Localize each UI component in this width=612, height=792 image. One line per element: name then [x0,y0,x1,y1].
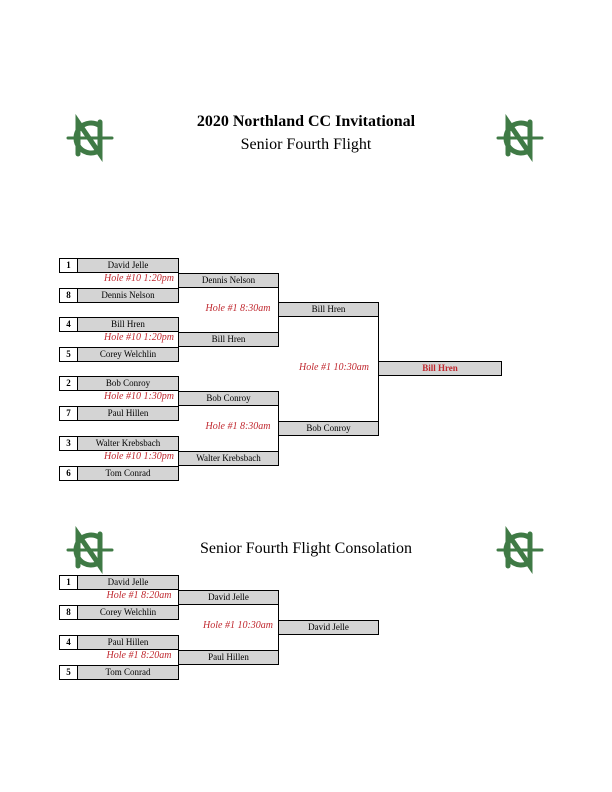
bracket-player: Corey Welchlin [77,605,179,620]
bracket-player: Bob Conroy [178,391,279,406]
tee-time: Hole #10 1:20pm [104,273,174,284]
tee-time: Hole #1 8:20am [106,650,172,661]
bracket-player: Bob Conroy [278,421,379,436]
consolation-winner-box: David Jelle [278,620,379,635]
bracket-player: Bill Hren [278,302,379,317]
tee-time: Hole #1 10:30am [203,620,273,631]
seed-number: 5 [59,347,78,362]
seed-number: 8 [59,288,78,303]
seed-number: 2 [59,376,78,391]
club-logo-icon [492,526,548,574]
tee-time: Hole #1 8:20am [106,590,172,601]
club-logo-icon [492,114,548,162]
bracket-player: David Jelle [178,590,279,605]
seed-number: 7 [59,406,78,421]
seed-number: 1 [59,575,78,590]
tee-time: Hole #10 1:20pm [104,332,174,343]
bracket-player: Dennis Nelson [77,288,179,303]
page-title: 2020 Northland CC Invitational [196,113,416,130]
seed-number: 1 [59,258,78,273]
seed-number: 3 [59,436,78,451]
bracket-player: Corey Welchlin [77,347,179,362]
seed-number: 5 [59,665,78,680]
tee-time: Hole #10 1:30pm [104,391,174,402]
bracket-player: Paul Hillen [77,635,179,650]
seed-number: 4 [59,635,78,650]
consolation-title: Senior Fourth Flight Consolation [199,540,412,557]
bracket-player: Walter Krebsbach [77,436,179,451]
club-logo-icon [62,526,118,574]
bracket-player: Bill Hren [77,317,179,332]
bracket-player: Bob Conroy [77,376,179,391]
champion-box: Bill Hren [378,361,502,376]
bracket-player: David Jelle [77,575,179,590]
bracket-player: Walter Krebsbach [178,451,279,466]
tee-time: Hole #10 1:30pm [104,451,174,462]
bracket-player: David Jelle [77,258,179,273]
seed-number: 6 [59,466,78,481]
bracket-player: Paul Hillen [178,650,279,665]
bracket-player: Tom Conrad [77,665,179,680]
bracket-player: Dennis Nelson [178,273,279,288]
seed-number: 8 [59,605,78,620]
page-subtitle: Senior Fourth Flight [240,136,372,153]
bracket-player: Paul Hillen [77,406,179,421]
bracket-player: Bill Hren [178,332,279,347]
club-logo-icon [62,114,118,162]
tee-time: Hole #1 8:30am [205,303,271,314]
tee-time: Hole #1 10:30am [299,362,369,373]
bracket-player: Tom Conrad [77,466,179,481]
seed-number: 4 [59,317,78,332]
tee-time: Hole #1 8:30am [205,421,271,432]
